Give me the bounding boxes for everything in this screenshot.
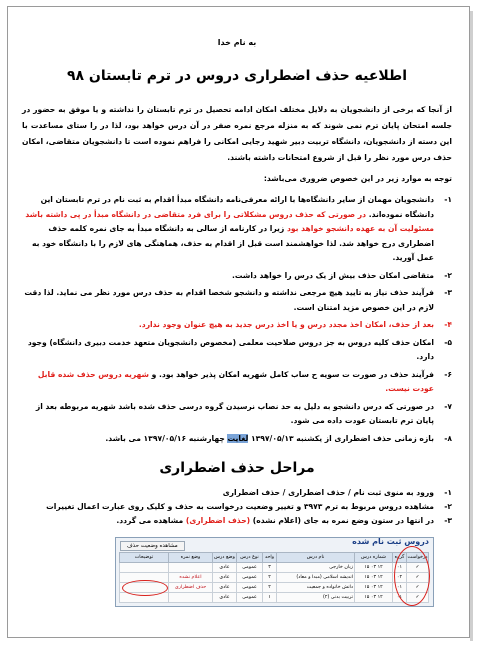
note-warning: شهریه دروس حذف شده قابل عودت نیست. [37, 369, 434, 393]
note-item-4 [22, 318, 452, 333]
table-cell: عمومی [237, 593, 263, 603]
steps-title: مراحل حذف اضطراری [159, 460, 315, 476]
table-cell: ۱۲ ۰۳ ۱۵ [355, 573, 393, 583]
request-column-highlight-oval [394, 546, 430, 606]
request-checkbox[interactable]: ✓ [407, 583, 429, 593]
drop-status-highlight-oval [122, 580, 168, 596]
highlighted-word: لغایت [227, 433, 249, 443]
embedded-course-screenshot [115, 537, 434, 607]
table-cell: ۱ [263, 593, 277, 603]
course-name: اندیشه اسلامی (مبدا و معاد) [277, 573, 355, 583]
note-text: فرآیند حذف نیاز به تایید هیچ مرجعی نداشته و دانشجو شخصا اقدام به حذف درس مورد نظر می نماید. لذا دقت لازم در این خصوص مزید امتنان است. [24, 288, 434, 312]
step-number: ۲- [444, 502, 452, 511]
note-text: بازه زمانی حذف اضطراری از یکشنبه ۱۳۹۷/۰۵/۱۳ [248, 433, 434, 443]
table-cell [120, 563, 169, 573]
table-cell: ۰۱ [393, 583, 407, 593]
table-cell: عمومی [237, 573, 263, 583]
note-number: ۳- [444, 288, 452, 297]
note-number: ۲- [444, 270, 452, 280]
table-cell: ۰۲ [393, 573, 407, 583]
note-number: ۷- [444, 401, 452, 411]
step-text: در انتها در ستون وضع نمره به جای (اعلام نشده) [250, 516, 434, 525]
note-number: ۱- [444, 195, 452, 204]
note-item-2 [22, 269, 452, 284]
table-cell: عادی [213, 583, 237, 593]
table-cell: ۰۱ [393, 563, 407, 573]
table-cell: ۳ [263, 563, 277, 573]
note-text: متقاضی امکان حذف بیش از یک درس را خواهد داشت. [231, 270, 434, 280]
column-header: وضع درس [213, 553, 237, 563]
note-item-1 [22, 193, 452, 266]
step-item-1 [22, 486, 452, 499]
note-warning: بعد از حذف، امکان اخذ مجدد درس و یا اخذ درس جدید به هیچ عنوان وجود ندارد. [138, 320, 434, 329]
note-text: فرآیند حذف در صورت ت سویه ح ساب کامل شهریه امکان پذیر خواهد بود. و [149, 369, 434, 379]
document [22, 38, 452, 528]
table-cell: ۰۱ [393, 593, 407, 603]
table-header-row [120, 553, 429, 563]
course-name: تربیت بدنی (۲) [277, 593, 355, 603]
note-text: دانشجویان مهمان از سایر دانشگاه‌ها با ارائه معرفی‌نامه دانشگاه مبدأ اقدام به ثبت نام در ترم تابستان این دانشگاه نموده‌اند. [40, 195, 434, 219]
course-table [119, 552, 429, 603]
grade-status: اعلام نشده [169, 573, 213, 583]
table-cell: عمومی [237, 583, 263, 593]
step-number: ۱- [444, 488, 452, 497]
column-header: واحد [263, 553, 277, 563]
intro-paragraph: از آنجا که برخی از دانشجویان به دلایل مختلف امکان ادامه تحصیل در ترم تابستان را نداشته و یا موفق به حضور در جلسه امتحان پایان ترم نمی شوند که به منزله مرجع نمره صفر در آن درس خواهد بود، لذا در را ستای مساعدت با این دسته از دانشجویان، دانشگاه تربیت دبیر شهید رجایی امکانی را فراهم نموده است تا دانشجویان متقاضی، امکان حذف درس مورد نظر را قبل از شروع امتحانات داشته باشند. [22, 105, 452, 162]
table-cell: عمومی [237, 563, 263, 573]
notes-heading: توجه به موارد زیر در این خصوص ضروری می‌باشد: [263, 174, 452, 183]
note-number: ۸- [444, 433, 452, 443]
table-row [120, 593, 429, 603]
step-highlight: (حذف اضطراری) [185, 516, 251, 525]
request-checkbox[interactable]: ✓ [407, 573, 429, 583]
table-cell: عادی [213, 573, 237, 583]
step-item-2 [22, 500, 452, 513]
step-text: مشاهده می گردد. [116, 516, 186, 525]
note-warning: در صورتی که حذف دروس مشکلاتی را برای فرد متقاضی در دانشگاه مبدأ در پی داشته باشد مسئولیت آن به عهده دانشجو خواهد بود [25, 209, 434, 233]
note-text: زیرا در کارنامه از سالی به دانشگاه مبدأ به جای نمره کلمه حذف اضطراری درج خواهد شد. لذا خواهشمند است قبل از اقدام به حذف، هماهنگی های لازم را با دانشگاه خود به عمل آورید. [32, 224, 434, 262]
column-header: گروه [393, 553, 407, 563]
note-item-3 [22, 286, 452, 315]
note-number: ۶- [444, 369, 452, 379]
table-cell: عادی [213, 593, 237, 603]
table-cell: عادی [213, 563, 237, 573]
column-header: وضع نمره [169, 553, 213, 563]
table-cell: ۱۲ ۰۳ ۱۵ [355, 583, 393, 593]
grade-status [169, 593, 213, 603]
column-header: توضیحات [120, 553, 169, 563]
grade-status [169, 563, 213, 573]
column-header: نام درس [277, 553, 355, 563]
registered-courses-caption: دروس ثبت نام شده [352, 537, 429, 546]
table-cell: ۱۲ ۰۳ ۱۵ [355, 593, 393, 603]
request-checkbox[interactable]: ✓ [407, 593, 429, 603]
column-header: نوع درس [237, 553, 263, 563]
table-cell: ۲ [263, 583, 277, 593]
note-text: امکان حذف کلیه دروس به جز دروس صلاحیت معلمی (مخصوص دانشجویان متعهد خدمت دبیری دانشگاه) وجود دارد. [27, 337, 434, 361]
step-text: مشاهده دروس مربوط به ترم ۳۹۷۳ و تغییر وضعیت درخواست به حذف و کلیک روی عبارت اعمال تغییرات [46, 502, 434, 511]
note-item-6 [22, 368, 452, 397]
table-cell: ۲ [263, 573, 277, 583]
step-text: ورود به منوی ثبت نام / حذف اضطراری / حذف اضطراری [222, 488, 434, 497]
view-drop-status-tab[interactable]: مشاهده وضعیت حذف [120, 541, 185, 551]
request-checkbox[interactable]: ✓ [407, 563, 429, 573]
page-title: اطلاعیه حذف اضطراری دروس در ترم تابستان ۹۸ [66, 68, 408, 84]
table-row [120, 573, 429, 583]
note-text: چهارشنبه ۱۳۹۷/۰۵/۱۶ می باشد. [105, 433, 228, 443]
column-header: شماره درس [355, 553, 393, 563]
grade-status: حذف اضطراری [169, 583, 213, 593]
table-row [120, 563, 429, 573]
note-item-5 [22, 336, 452, 365]
table-cell: ۱۲ ۰۳ ۱۵ [355, 563, 393, 573]
note-number: ۵- [444, 337, 452, 347]
course-name: دانش خانواده و جمعیت [277, 583, 355, 593]
note-item-7 [22, 400, 452, 429]
bismillah: به نام خدا [217, 38, 257, 47]
column-header: درخواست [407, 553, 429, 563]
step-item-3 [22, 514, 452, 527]
course-name: زبان خارجی [277, 563, 355, 573]
note-text: در صورتی که درس دانشجو به دلیل به حد نصاب نرسیدن گروه درسی حذف شده باشد شهریه مربوطه بعد از پایان ترم تابستان عودت داده می شود. [35, 401, 434, 425]
step-number: ۳- [444, 516, 452, 525]
note-item-8 [22, 432, 452, 447]
note-number: ۴- [444, 320, 452, 329]
